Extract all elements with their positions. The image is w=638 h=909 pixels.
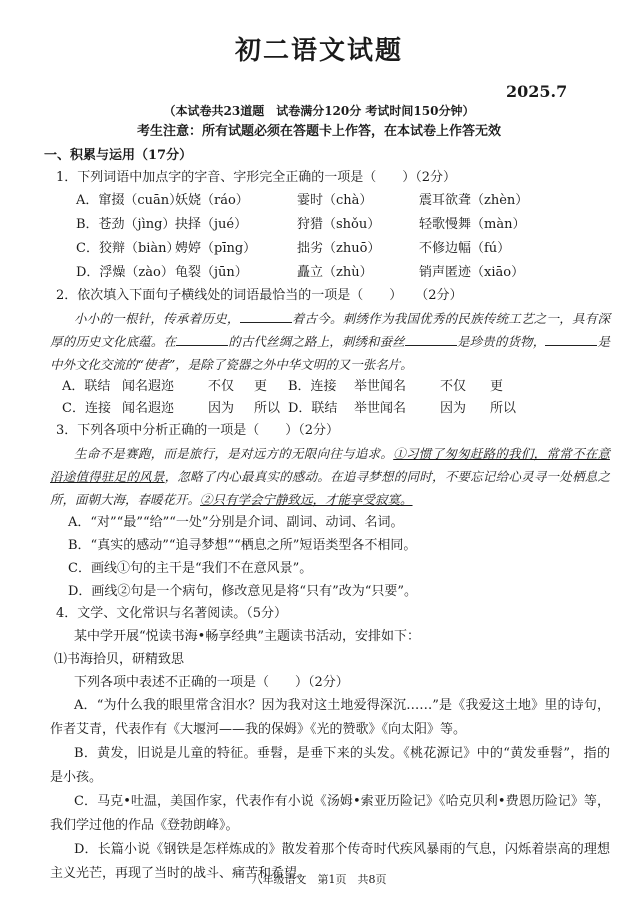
exam-info: （本试卷共23道题 试卷满分120分 考试时间150分钟） — [163, 104, 475, 118]
question-1-option-d — [50, 261, 610, 285]
question-4-option-a: A．“为什么我的眼里常含泪水？因为我对这土地爱得深沉……”是《我爱这土地》里的诗句，作者艾青，代表作有《大堰河——我的保姆》《光的赞歌》《向太阳》等。 — [50, 698, 610, 737]
question-1-option-b — [50, 213, 610, 237]
question-3-option-b: B．“真实的感动”“追寻梦想”“栖息之所”短语类型各不相同。 — [68, 538, 417, 553]
question-1-stem: 1．下列词语中加点字的字音、字形完全正确的一项是（ ）（2分） — [56, 170, 457, 185]
option-cell: 抉择（jué） — [175, 217, 248, 232]
option-cell: 霎时（chà） — [297, 193, 373, 208]
option-word: 不仅 — [440, 379, 467, 394]
question-3-option-d: D．画线②句是一个病句，修改意见是将“只有”改为“只要”。 — [68, 584, 418, 599]
blank-line — [405, 331, 457, 346]
question-3-option-a: A．“对”“最”“给”“一处”分别是介词、副词、动词、名词。 — [68, 515, 404, 530]
question-4-stem: 4．文学、文化常识与名著阅读。（5分） — [56, 606, 288, 621]
option-cell: D．浮燥（zào） — [76, 265, 174, 280]
passage-text: 的古代丝绸之路上，刺绣和蚕丝 — [228, 334, 405, 349]
passage-text: 生命不是赛跑，而是旅行，是对远方的无限向往与追求。 — [74, 446, 394, 461]
question-2-passage — [50, 307, 610, 376]
option-word: 闻名遐迩 — [122, 401, 175, 416]
option-word: C．连接 — [62, 401, 111, 416]
question-1-option-c — [50, 237, 610, 261]
option-word: 闻名遐迩 — [122, 379, 175, 394]
underlined-sentence-2: ②只有学会宁静致远，才能享受寂寞。 — [200, 492, 413, 507]
passage-text: 是中外文化交流的“使者”，是除了瓷器之外中华文明的又一张名片。 — [50, 334, 610, 372]
option-cell: 销声匿迹（xiāo） — [419, 265, 525, 280]
option-cell: 龟裂（jūn） — [175, 265, 248, 280]
question-4-sub1-stem: 下列各项中表述不正确的一项是（ ）（2分） — [74, 675, 349, 690]
question-3-stem: 3．下列各项中分析正确的一项是（ ）（2分） — [56, 423, 340, 438]
question-4-intro: 某中学开展“悦读书海•畅享经典”主题读书活动，安排如下： — [74, 629, 420, 644]
blank-line — [176, 331, 228, 346]
passage-text: ，忽略了内心最真实的感动。在追寻梦想的同时，不要忘记给心灵寻一处栖息之所，面朝大海，春暖花开。 — [50, 469, 610, 507]
question-3-passage — [50, 442, 610, 511]
passage-text: 小小的一根针，传承着历史， — [74, 311, 240, 326]
question-1-option-a — [50, 189, 610, 213]
exam-notice: 考生注意：所有试题必须在答题卡上作答，在本试卷上作答无效 — [136, 124, 501, 139]
option-cell: 娉婷（pīng） — [175, 241, 257, 256]
option-cell: A．窜掇（cuān） — [76, 193, 183, 208]
option-word: 所以 — [254, 401, 281, 416]
option-word: 举世闻名 — [354, 401, 407, 416]
exam-date: 2025.7 — [506, 82, 568, 101]
option-word: 因为 — [440, 401, 467, 416]
page-footer: 八年级语文 第1页 共8页 — [251, 873, 387, 886]
passage-text: 着古今。刺绣作为我国优秀的民族传统工艺之一，具有深厚的历史文化底蕴。在 — [50, 311, 610, 349]
option-cell: 不修边幅（fú） — [419, 241, 511, 256]
passage-text: 是珍贵的货物， — [456, 334, 546, 349]
option-cell: 轻歌慢舞（màn） — [419, 217, 526, 232]
question-4-option-d: D．长篇小说《钢铁是怎样炼成的》散发着那个传奇时代疾风暴雨的气息，闪烁着崇高的理想主义光芒，再现了当时的战斗、痛苦和希望。 — [50, 842, 610, 881]
option-cell: 矗立（zhù） — [297, 265, 373, 280]
option-cell: C．狡辩（biàn） — [76, 241, 180, 256]
question-2-options-row-1 — [50, 376, 610, 398]
question-3-option-c: C．画线①句的主干是“我们不在意风景”。 — [68, 561, 313, 576]
option-word: B．连接 — [288, 379, 337, 394]
question-2-stem: 2．依次填入下面句子横线处的词语最恰当的一项是（ ） （2分） — [56, 288, 463, 303]
blank-line — [240, 308, 292, 323]
option-cell: 震耳欲聋（zhèn） — [419, 193, 529, 208]
section-heading: 一、积累与运用（17分） — [44, 148, 193, 163]
question-4-option-b: B．黄发，旧说是儿童的特征。垂髫，是垂下来的头发。《桃花源记》中的“黄发垂髫”，指的是小孩。 — [50, 746, 610, 785]
question-4-option-c: C．马克•吐温，美国作家，代表作有小说《汤姆•索亚历险记》《哈克贝利•费恩历险记》等，我们学过他的作品《登勃朗峰》。 — [50, 794, 610, 833]
question-2-options-row-2 — [50, 398, 610, 420]
option-word: 所以 — [490, 401, 517, 416]
option-cell: 拙劣（zhuō） — [297, 241, 381, 256]
option-word: 举世闻名 — [354, 379, 407, 394]
option-word: 更 — [490, 379, 504, 394]
option-word: A．联结 — [62, 379, 111, 394]
option-cell: 狩猎（shǒu） — [297, 217, 381, 232]
option-cell: 妖娆（ráo） — [175, 193, 249, 208]
option-cell: B．苍劲（jìng） — [76, 217, 176, 232]
option-word: D．联结 — [288, 401, 338, 416]
option-word: 更 — [254, 379, 268, 394]
question-4-sub1: ⑴书海拾贝，研精致思 — [54, 652, 185, 667]
blank-line — [545, 331, 597, 346]
underlined-sentence-1: ①习惯了匆匆赶路的我们，常常不在意沿途值得驻足的风景 — [50, 446, 610, 484]
exam-content — [44, 145, 610, 886]
option-word: 不仅 — [208, 379, 235, 394]
page-title: 初二语文试题 — [234, 36, 403, 66]
option-word: 因为 — [208, 401, 235, 416]
